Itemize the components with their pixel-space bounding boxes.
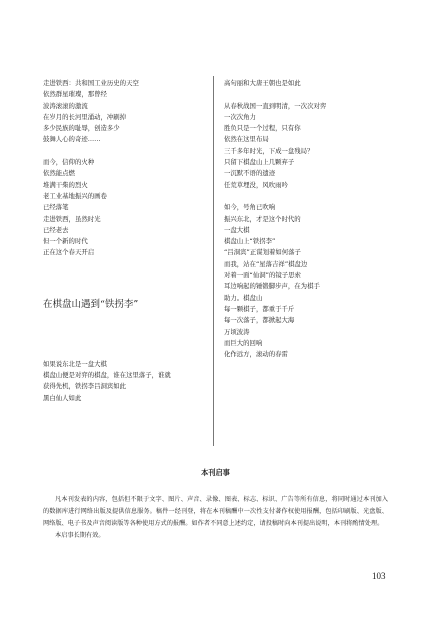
poem-line: 一盘大棋 — [224, 225, 250, 234]
poem-line: 万顷波涛 — [224, 327, 250, 336]
poem-line: 振兴东北，才是这个时代的 — [224, 214, 301, 223]
poem-right-column — [224, 78, 384, 360]
poem-line: 波涛滚滚的激流 — [43, 101, 88, 110]
poem-line: 黑白仙人如此 — [43, 393, 82, 402]
notice-title: 本刊启事 — [201, 468, 230, 477]
poem-line: 已经老去 — [43, 225, 69, 234]
poem-line: 高句丽和大唐王朝也是如此 — [224, 79, 301, 87]
notice-closing: 本启事长期有效。 — [55, 532, 105, 539]
poem-line: 如果说东北是一盘大棋 — [43, 359, 107, 368]
poem-line: 化作远方，滚动的春雷 — [224, 350, 288, 359]
poem-line: 一次次角力 — [224, 112, 256, 121]
poem-line: 但一个新的时代 — [43, 237, 88, 246]
poem-line: 而今，信仰的火种 — [43, 158, 95, 167]
poem-line: 依然能点燃 — [43, 169, 75, 178]
poem-line: 如今，号角已吹响 — [224, 203, 276, 212]
poem-line: 胜负只是一个过程，只有你 — [224, 124, 301, 133]
poem-line: 依然群星璀璨，那曾经 — [43, 90, 107, 99]
poem-line: 而我，站在“星落吉祥”棋盘边 — [224, 259, 308, 268]
poem-line: 已经落笔 — [43, 203, 69, 212]
poem-line: “吕洞宾”正谋划着如何落子 — [224, 248, 301, 257]
journal-notice — [43, 468, 388, 542]
poem-left-column — [43, 78, 203, 404]
poem-line: 助力。棋盘山 — [224, 293, 263, 302]
poem-line: 在岁月的长河里涌动，冲刷掉 — [43, 112, 127, 121]
poem-line: 对着一面“仙洞”的镜子思索 — [224, 271, 301, 280]
poem-line: 每一次落子，都掀起大海 — [224, 316, 295, 325]
poem-line: 走进铁西：共和国工业历史的天空 — [43, 79, 139, 87]
poem-line: 从春秋战国一直到明清，一次次对弈 — [224, 101, 327, 110]
poem-line: 走进铁西，虽然时光 — [43, 214, 101, 223]
notice-body: 凡本刊发表的内容，包括但不限于文字、图片、声音、录像、图表、标志、标识、广告等所有信息，将同时通过本刊加入的数据库进行网络出版及提供信息服务。稿件一经刊登，将在本刊稿酬中一次性支付著作权使用报酬，包括印刷版、光盘版、网络版、电子书及声音阅读版等各种使用方式的报酬。如作者不同意上述约定，请投稿时向本刊提出说明，本刊将酌情处理。 — [43, 496, 388, 527]
poem-line: 任荒草埋没，风吹雨吟 — [224, 180, 288, 189]
poem-line: 一沉默不语的遗迹 — [224, 169, 276, 178]
poem-line: 耳边响起的锤锻脚步声，在为棋手 — [224, 282, 320, 291]
poem-line: 只留下棋盘山上几颗弃子 — [224, 158, 295, 167]
poem-line: 正在这个春天开启 — [43, 248, 95, 257]
poem-line: 多少民族的耻辱，创造多少 — [43, 124, 120, 133]
poem-line: 而巨大的回响 — [224, 338, 263, 347]
poem-line: 依然在这里布局 — [224, 135, 269, 144]
poem-line: 鼓舞人心的奇迹…… — [43, 135, 101, 144]
column-divider — [213, 76, 214, 446]
poem-line: 获得先机，铁拐李吕洞宾如此 — [43, 382, 127, 391]
page-number: 103 — [372, 571, 386, 581]
poem-line: 棋盘山便是对弈的棋盘，谁在这里落子，谁就 — [43, 371, 171, 380]
poem-line: 棋盘山上“铁拐李” — [224, 237, 276, 246]
poem-line: 三千多年时光，下成一盘残局？ — [224, 146, 314, 155]
poem-line: 堆满干柴的烈火 — [43, 180, 88, 189]
poem-line: 老工业基地振兴的画卷 — [43, 191, 107, 200]
poem-line: 每一颗棋子，都重于千斤 — [224, 304, 295, 313]
poem-section-heading: 在棋盘山遇到“铁拐李” — [43, 298, 139, 310]
